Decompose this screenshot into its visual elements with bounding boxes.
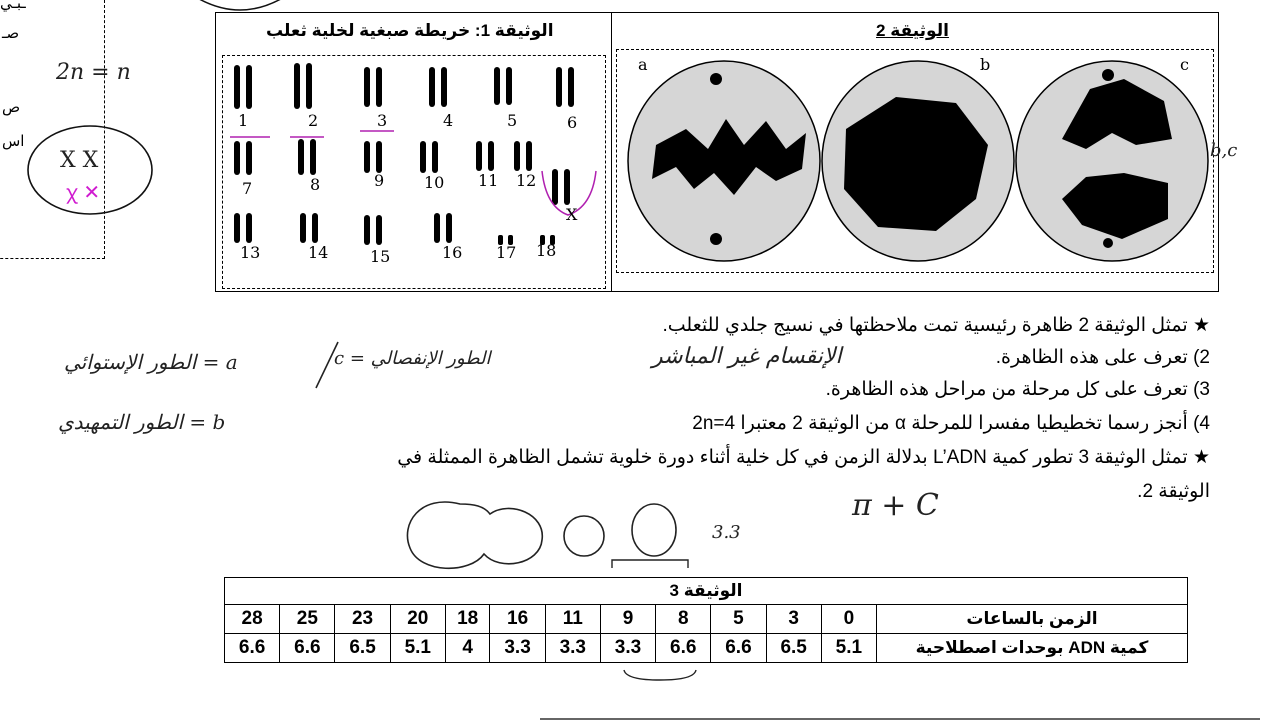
pair-label-12: 12 xyxy=(516,171,537,190)
pair-label-15: 15 xyxy=(370,247,391,266)
pair-label-4: 4 xyxy=(443,111,454,130)
adn-cell: 6.6 xyxy=(711,634,766,663)
hand-slash xyxy=(312,340,342,390)
time-cell: 0 xyxy=(821,605,876,634)
hand-answer-a: a = الطور الإستوائي xyxy=(64,350,238,374)
document-2-panel xyxy=(611,12,1219,292)
table-row-adn xyxy=(225,634,1188,663)
time-cell: 3 xyxy=(766,605,821,634)
pair-label-10: 10 xyxy=(424,173,445,192)
hand-pi-plus-c: π + C xyxy=(852,488,939,523)
time-cell: 23 xyxy=(335,605,390,634)
pair-label-14: 14 xyxy=(308,243,329,262)
adn-cell: 3.3 xyxy=(600,634,655,663)
time-cell: 16 xyxy=(490,605,545,634)
adn-cell: 6.5 xyxy=(766,634,821,663)
pair-label-18: 18 xyxy=(536,241,557,260)
time-cell: 11 xyxy=(545,605,600,634)
pair-label-9: 9 xyxy=(374,171,385,190)
adn-cell: 6.6 xyxy=(225,634,280,663)
document-1-title: الوثيقة 1: خريطة صبغية لخلية ثعلب xyxy=(266,21,554,40)
time-cell: 20 xyxy=(390,605,445,634)
hand-side-bc: b,c xyxy=(1210,140,1238,161)
bottom-cut-off-line xyxy=(540,710,1260,720)
pair-label-6: 6 xyxy=(567,113,578,132)
pair-label-7: 7 xyxy=(242,179,253,198)
document-3-title: الوثيقة 3 xyxy=(225,578,1188,605)
cell-label-a: a xyxy=(638,55,648,74)
pair-label-5: 5 xyxy=(507,111,518,130)
cell-label-b: b xyxy=(980,55,991,74)
pair-label-1: 1 xyxy=(238,111,249,130)
pair-label-8: 8 xyxy=(310,175,321,194)
hand-3-3: 3.3 xyxy=(712,522,741,543)
document-2-title: الوثيقة 2 xyxy=(876,21,949,40)
row-label-adn: كمية ADN بوحدات اصطلاحية xyxy=(877,634,1188,663)
pair-label-17: 17 xyxy=(496,243,517,262)
pair-label-16: 16 xyxy=(442,243,463,262)
left-note-scrap-2: صـ xyxy=(2,25,20,42)
pair-label-3: 3 xyxy=(377,111,388,130)
document-1-panel xyxy=(215,12,613,292)
hand-circle-pink: ꭓ ✕ xyxy=(66,180,101,204)
pair-label-x: X xyxy=(566,205,578,224)
row-label-time: الزمن بالساعات xyxy=(877,605,1188,634)
hand-formula: 2n = n xyxy=(56,60,131,85)
adn-cell: 6.6 xyxy=(280,634,335,663)
pair-label-13: 13 xyxy=(240,243,261,262)
time-cell: 25 xyxy=(280,605,335,634)
hand-answer-division: الإنقسام غير المباشر xyxy=(652,344,842,369)
left-note-scrap-1: ـبـي xyxy=(0,0,26,12)
document-3-table xyxy=(224,577,1188,663)
time-cell: 18 xyxy=(445,605,490,634)
adn-cell: 6.6 xyxy=(656,634,711,663)
time-cell: 8 xyxy=(656,605,711,634)
adn-cell: 3.3 xyxy=(490,634,545,663)
question-intro-1: ★ تمثل الوثيقة 2 ظاهرة رئيسية تمت ملاحظتها في نسيج جلدي للثعلب. xyxy=(662,315,1210,336)
left-note-scrap-3: ص xyxy=(2,99,21,116)
hand-bracket-under-table xyxy=(620,668,700,684)
adn-cell: 6.5 xyxy=(335,634,390,663)
question-3: 3) تعرف على كل مرحلة من مراحل هذه الظاهرة. xyxy=(825,379,1210,400)
left-note-scrap-4: اس xyxy=(2,133,25,150)
adn-cell: 4 xyxy=(445,634,490,663)
time-cell: 28 xyxy=(225,605,280,634)
time-cell: 9 xyxy=(600,605,655,634)
hand-circle-text: X X xyxy=(60,148,99,173)
adn-cell: 3.3 xyxy=(545,634,600,663)
pair-label-2: 2 xyxy=(308,111,319,130)
table-row-time xyxy=(225,605,1188,634)
mitosis-cells xyxy=(616,49,1212,273)
hand-answer-c: الطور الإنفصالي = c xyxy=(334,348,491,369)
time-cell: 5 xyxy=(711,605,766,634)
cell-label-c: c xyxy=(1180,55,1189,74)
adn-cell: 5.1 xyxy=(390,634,445,663)
question-intro-2-line2: الوثيقة 2. xyxy=(1137,481,1210,502)
question-2: 2) تعرف على هذه الظاهرة. xyxy=(995,347,1210,368)
adn-cell: 5.1 xyxy=(821,634,876,663)
hand-answer-b: b = الطور التمهيدي xyxy=(58,410,226,434)
question-intro-2-line1: ★ تمثل الوثيقة 3 تطور كمية L’ADN بدلالة الزمن في كل خلية أثناء دورة خلوية تشمل الظاهرة الممثلة في xyxy=(397,447,1210,468)
pair-label-11: 11 xyxy=(478,171,499,190)
question-4: 4) أنجز رسما تخطيطيا مفسرا للمرحلة α من الوثيقة 2 معتبرا 2n=4 xyxy=(692,413,1210,434)
